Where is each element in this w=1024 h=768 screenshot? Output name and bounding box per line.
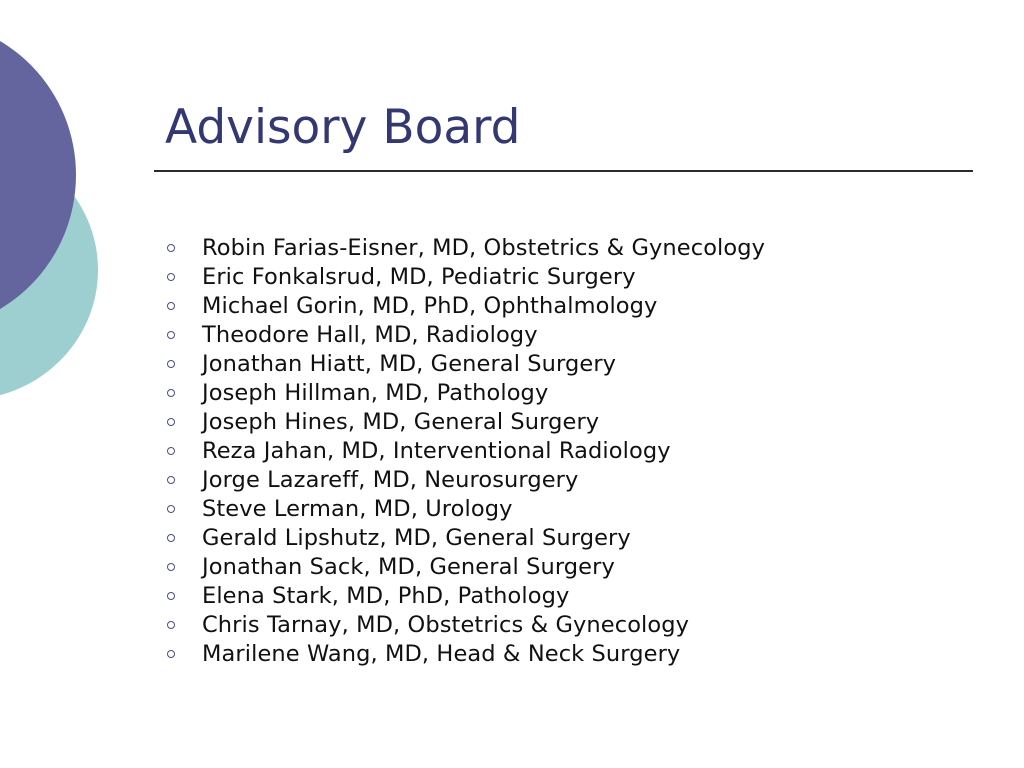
bullet-icon xyxy=(167,418,175,426)
list-item-text: Elena Stark, MD, PhD, Pathology xyxy=(202,583,570,609)
list-item-text: Jorge Lazareff, MD, Neurosurgery xyxy=(202,467,579,493)
list-item-text: Robin Farias-Eisner, MD, Obstetrics & Gynecology xyxy=(202,235,766,261)
bullet-icon xyxy=(167,650,175,658)
list-item-text: Joseph Hines, MD, General Surgery xyxy=(202,409,600,435)
bullet-icon xyxy=(167,563,175,571)
bullet-icon xyxy=(167,447,175,455)
list-item-text: Eric Fonkalsrud, MD, Pediatric Surgery xyxy=(202,264,636,290)
bullet-icon xyxy=(167,505,175,513)
bullet-icon xyxy=(167,244,175,252)
bullet-icon xyxy=(167,302,175,310)
bullet-icon xyxy=(167,389,175,397)
list-item-text: Jonathan Sack, MD, General Surgery xyxy=(202,554,615,580)
bullet-icon xyxy=(167,621,175,629)
bullet-icon xyxy=(167,534,175,542)
slide-title: Advisory Board xyxy=(165,100,521,155)
list-item-text: Steve Lerman, MD, Urology xyxy=(202,496,513,522)
bullet-icon xyxy=(167,592,175,600)
title-divider xyxy=(154,170,973,172)
list-item-text: Gerald Lipshutz, MD, General Surgery xyxy=(202,525,631,551)
list-item-text: Jonathan Hiatt, MD, General Surgery xyxy=(202,351,617,377)
bullet-icon xyxy=(167,476,175,484)
list-item-text: Marilene Wang, MD, Head & Neck Surgery xyxy=(202,641,681,667)
list-item-text: Chris Tarnay, MD, Obstetrics & Gynecology xyxy=(202,612,690,638)
list-item-text: Theodore Hall, MD, Radiology xyxy=(202,322,538,348)
bullet-icon xyxy=(167,273,175,281)
list-item-text: Michael Gorin, MD, PhD, Ophthalmology xyxy=(202,293,658,319)
bullet-icon xyxy=(167,360,175,368)
bullet-icon xyxy=(167,331,175,339)
list-item-text: Joseph Hillman, MD, Pathology xyxy=(202,380,549,406)
list-item-text: Reza Jahan, MD, Interventional Radiology xyxy=(202,438,671,464)
